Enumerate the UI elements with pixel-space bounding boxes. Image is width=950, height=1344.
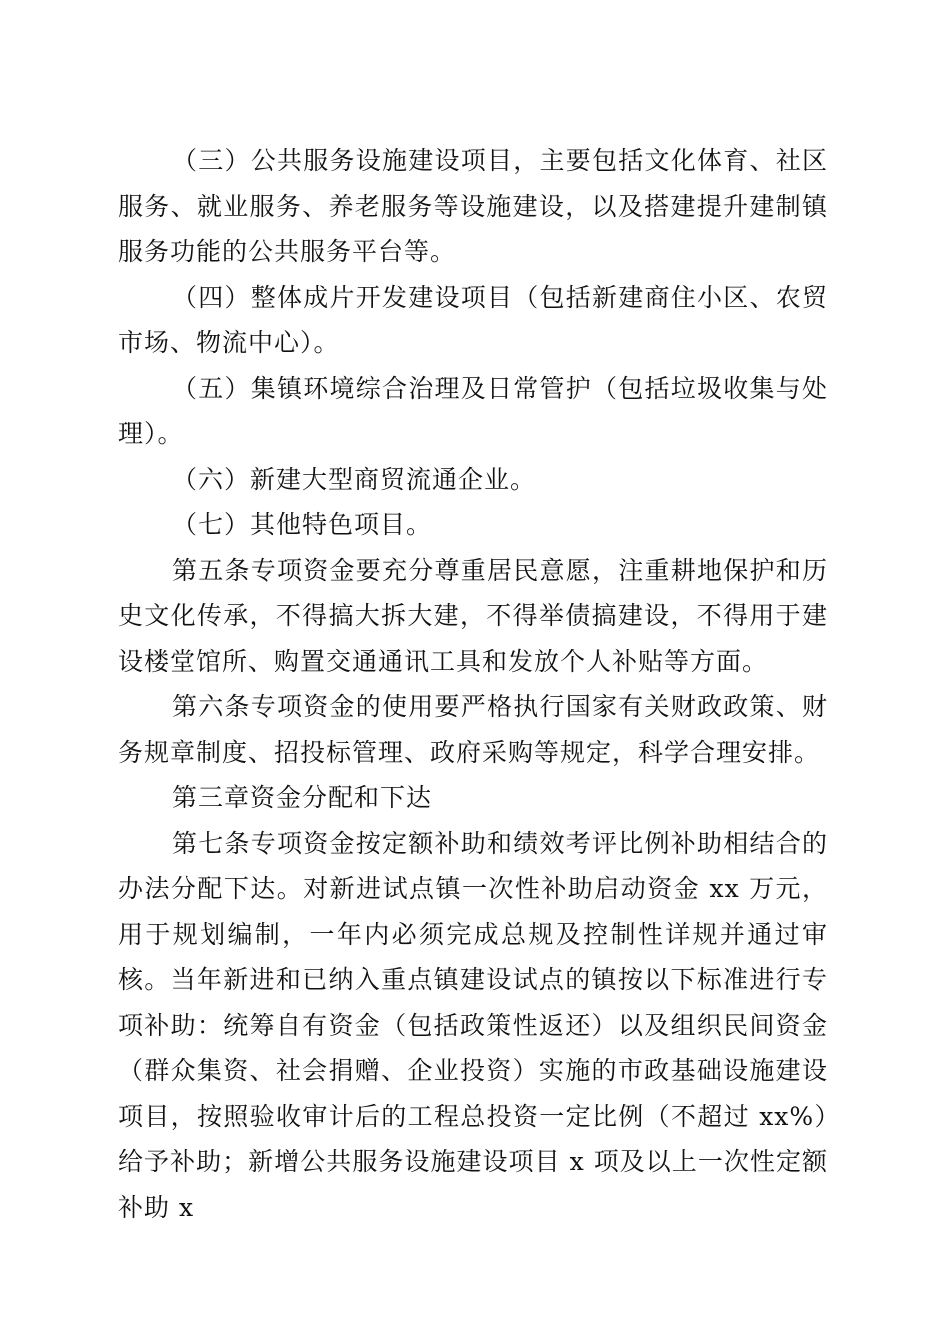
paragraph-trade-enterprises: （六）新建大型商贸流通企业。 — [172, 464, 537, 494]
paragraph-article-six: 第六条专项资金的使用要严格执行国家有关财政政策、财务规章制度、招投标管理、政府采购等规定，科学合理安排。 — [118, 692, 828, 767]
paragraph-article-seven: 第七条专项资金按定额补助和绩效考评比例补助相结合的办法分配下达。对新进试点镇一次性补助启动资金 xx 万元，用于规划编制，一年内必须完成总规及控制性详规并通过审核。当年新进和已纳入重点镇建设试点的镇按以下标准进行专项补助：统筹自有资金（包括政策性返还）以及组织民间资金（群众集资、社会捐赠、企业投资）实施的市政基础设施建设项目，按照验收审计后的工程总投资一定比例（不超过 xx%）给予补助；新增公共服务设施建设项目 x 项及以上一次性定额补助 x — [118, 828, 828, 1222]
paragraph-article-five: 第五条专项资金要充分尊重居民意愿，注重耕地保护和历史文化传承，不得搞大拆大建，不得举债搞建设，不得用于建设楼堂馆所、购置交通通讯工具和发放个人补贴等方面。 — [118, 555, 828, 676]
paragraph-contiguous-development: （四）整体成片开发建设项目（包括新建商住小区、农贸市场、物流中心）。 — [118, 282, 828, 357]
document-body — [118, 138, 828, 1230]
paragraph-other-projects: （七）其他特色项目。 — [172, 510, 433, 539]
paragraph-environment-management: （五）集镇环境综合治理及日常管护（包括垃圾收集与处理）。 — [118, 373, 828, 448]
chapter-three-heading: 第三章资金分配和下达 — [172, 783, 433, 812]
paragraph-public-service-facilities: （三）公共服务设施建设项目，主要包括文化体育、社区服务、就业服务、养老服务等设施建设，以及搭建提升建制镇服务功能的公共服务平台等。 — [118, 146, 828, 266]
